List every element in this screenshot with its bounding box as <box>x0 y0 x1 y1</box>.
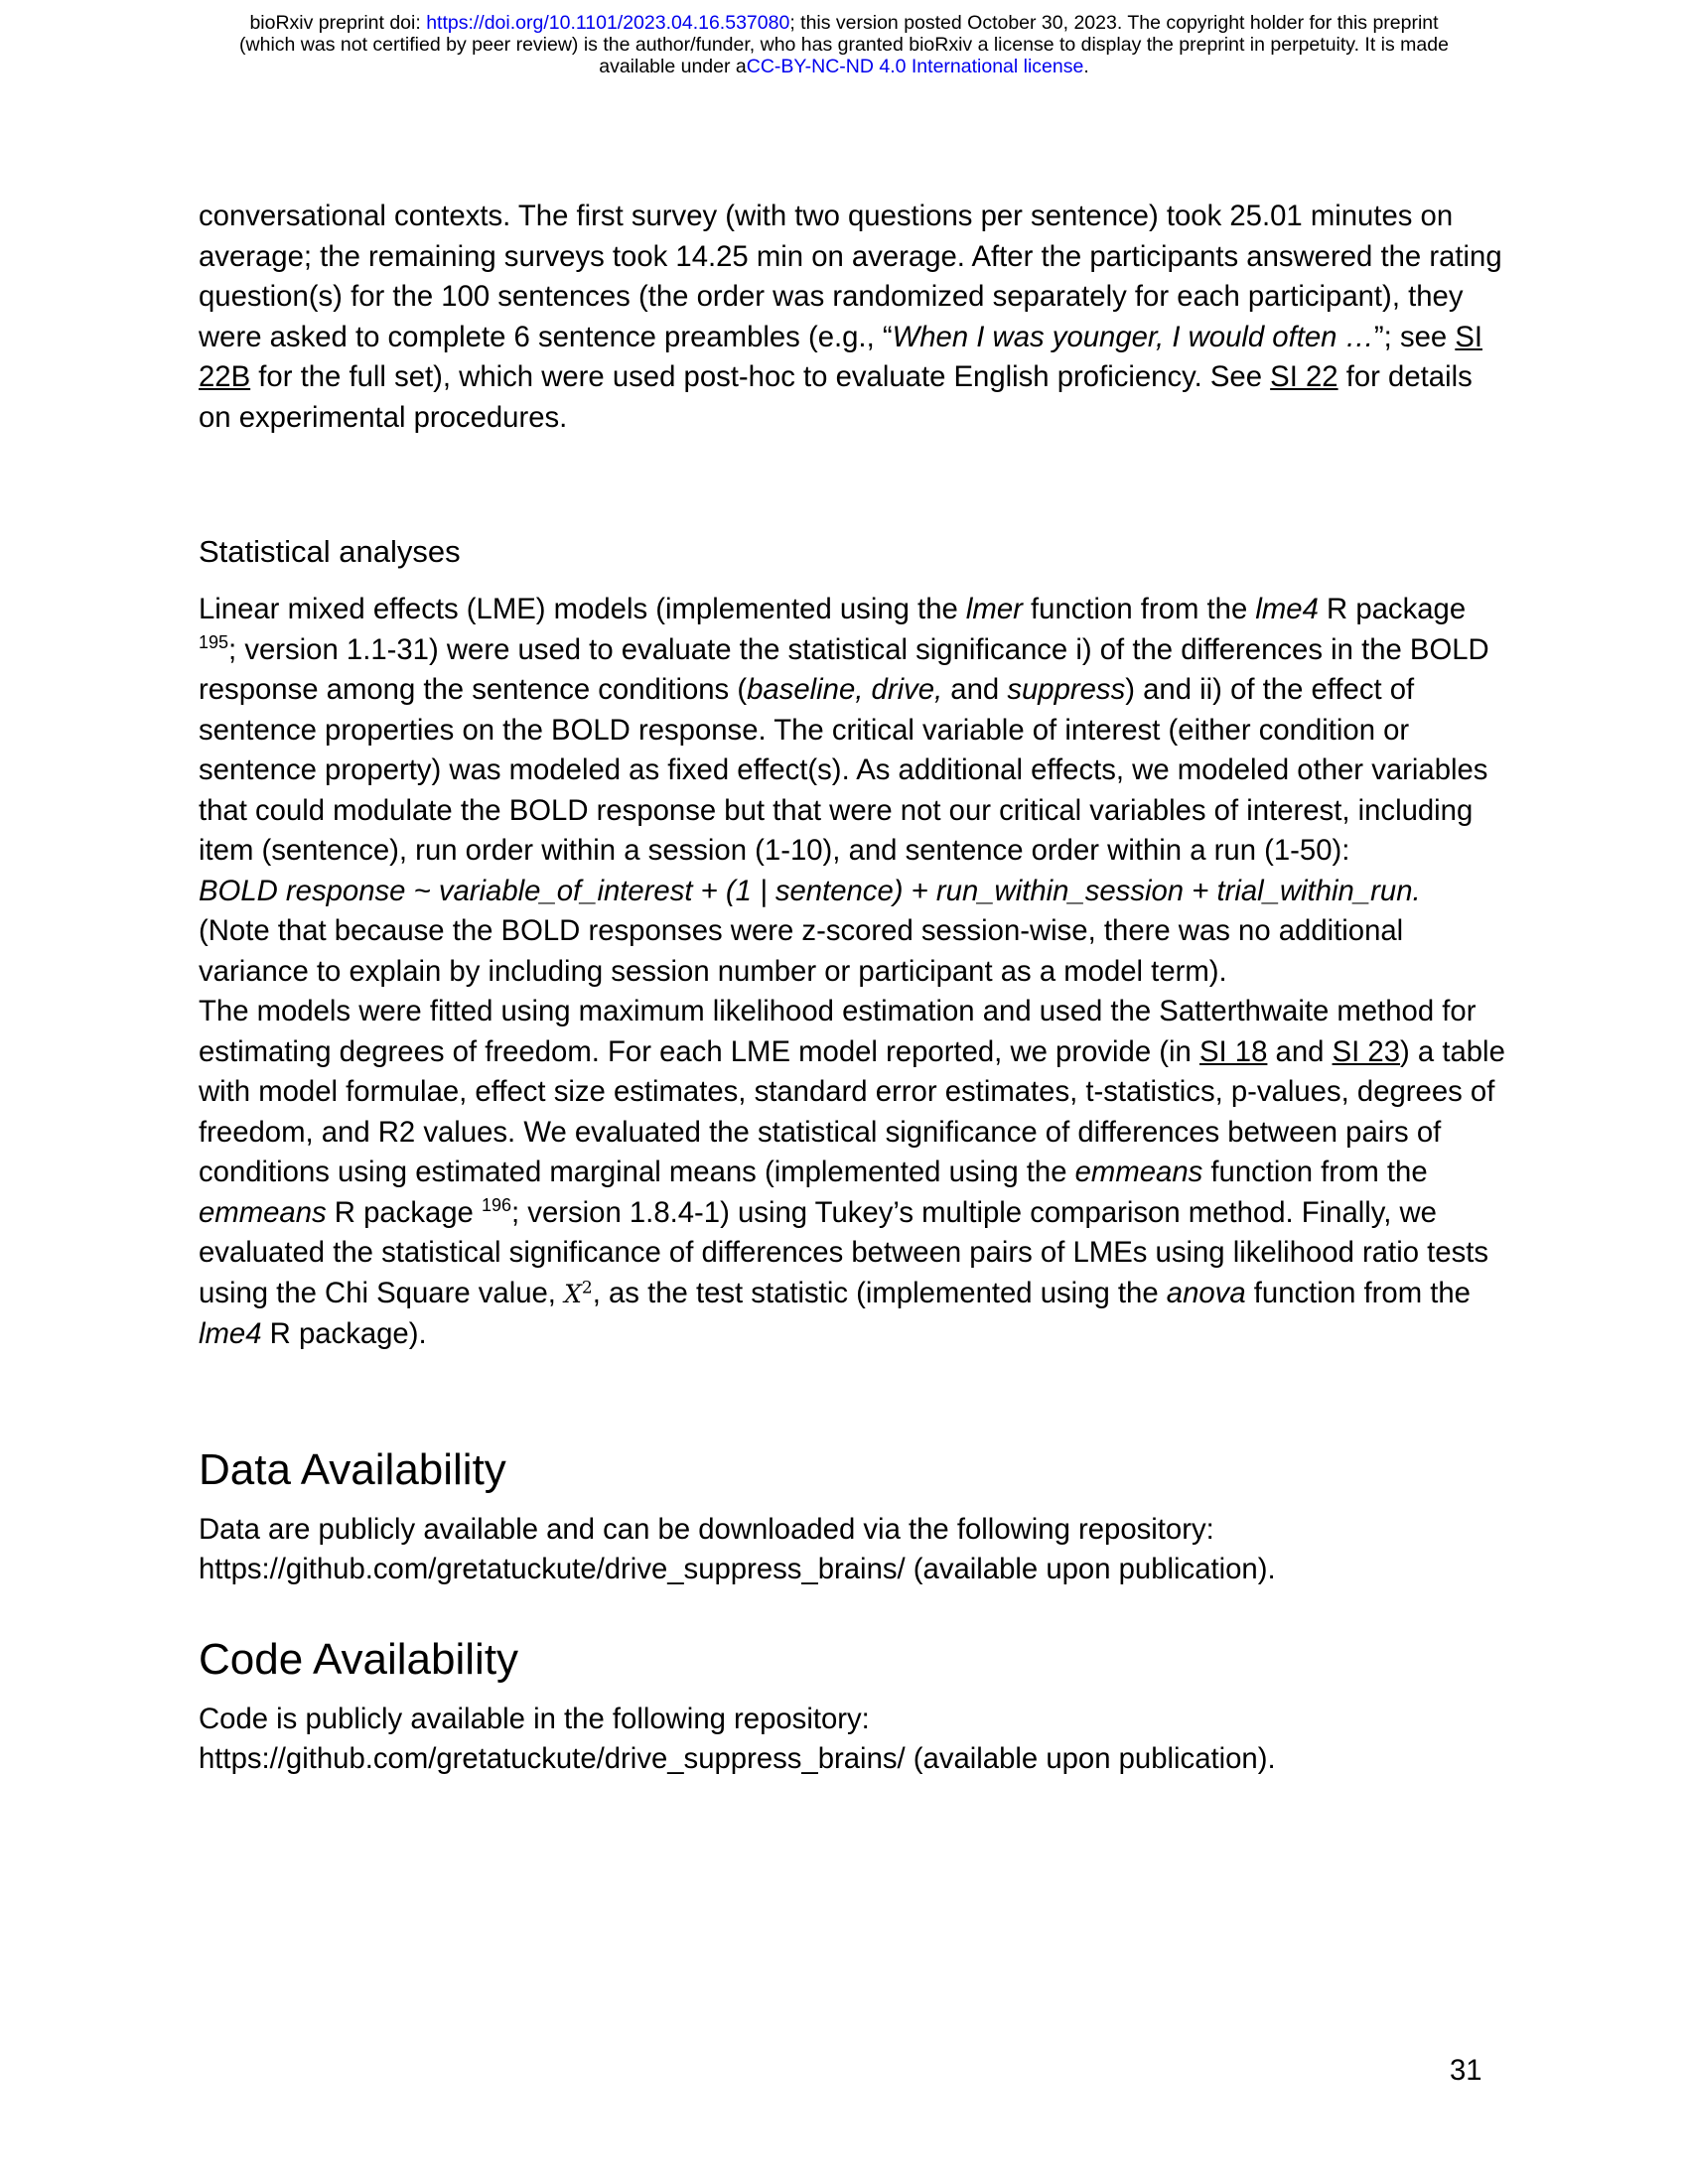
page-number: 31 <box>1450 2054 1482 2087</box>
text-run: function from the <box>1245 1276 1471 1309</box>
function-name: anova <box>1166 1276 1246 1309</box>
header-text-c: available under a <box>599 56 747 77</box>
code-availability-url: https://github.com/gretatuckute/drive_suppress_brains/ (available upon publication). <box>199 1742 1276 1775</box>
data-availability-heading: Data Availability <box>199 1444 506 1494</box>
header-text-b: ; this version posted October 30, 2023. The copyright holder for this preprint <box>789 12 1439 34</box>
function-name: emmeans <box>1074 1156 1203 1188</box>
text-run: , as the test statistic (implemented using the <box>592 1276 1167 1309</box>
text-run: ) a table with model formulae, effect size estimates, standard error estimates, t-statistics, p-values, degrees of freedom, and R2 values. We evaluated the statistical significance of differences between pairs of conditions using estimated marginal means (implemented using the <box>199 1034 1505 1188</box>
chi-letter: X <box>564 1279 582 1308</box>
text-run: ”; see <box>1373 320 1456 353</box>
intro-paragraph <box>199 197 1509 438</box>
header-line-1 <box>0 12 1688 34</box>
condition-name: suppress <box>1007 673 1126 706</box>
si-reference-link[interactable]: SI 22 <box>1270 360 1338 393</box>
stats-paragraph-3 <box>199 992 1509 1355</box>
code-availability-heading: Code Availability <box>199 1634 519 1684</box>
text-run: and <box>1267 1034 1333 1068</box>
si-reference-link[interactable]: SI 18 <box>1198 1034 1268 1068</box>
package-name: lme4 <box>1255 593 1319 625</box>
data-availability-line-1: Data are publicly available and can be downloaded via the following repository: <box>199 1512 1214 1546</box>
text-run: R package <box>326 1195 482 1229</box>
text-run: Linear mixed effects (LME) models (implemented using the <box>199 593 966 625</box>
text-run: R package). <box>261 1317 427 1350</box>
stats-paragraph-2: (Note that because the BOLD responses were z-scored session-wise, there was no additional variance to explain by including session number or participant as a model term). <box>199 914 1404 988</box>
data-availability-url: https://github.com/gretatuckute/drive_suppress_brains/ (available upon publication). <box>199 1553 1276 1585</box>
text-run: ) and ii) of the effect of sentence properties on the BOLD response. The critical variable of interest (either condition or sentence property) was modeled as fixed effect(s). As additional effects, we modeled other variables that could modulate the BOLD response but that were not our critical variables of interest, including item (sentence), run order within a session (1-10), and sentence order within a run (1-50): <box>199 673 1488 867</box>
text-run: The models were fitted using maximum likelihood estimation and used the Satterthwaite method for estimating degrees of freedom. For each LME model reported, we provide (in <box>199 995 1477 1068</box>
text-run: function from the <box>1202 1156 1428 1188</box>
si-reference-link[interactable]: SI 23 <box>1332 1034 1400 1068</box>
text-run: conversational contexts. The first survey (with two questions per sentence) took 25.01 minutes on average; the remaining surveys took 14.25 min on average. After the participants answered the rating question(s) for the 100 sentences (the order was randomized separately for each participant), they were asked to complete 6 sentence preambles (e.g., “ <box>199 200 1502 353</box>
text-run: function from the <box>1022 593 1256 625</box>
citation-superscript: 195 <box>199 631 229 652</box>
si-reference-link[interactable]: SI 22B <box>199 320 1483 393</box>
package-name: emmeans <box>199 1195 327 1229</box>
text-run: for the full set), which were used post-hoc to evaluate English proficiency. See <box>250 360 1271 393</box>
doi-link[interactable]: https://doi.org/10.1101/2023.04.16.537080 <box>426 12 790 34</box>
model-formula <box>199 872 1509 912</box>
chi-square-symbol <box>564 1280 593 1308</box>
example-preamble: When I was younger, I would often … <box>892 320 1374 353</box>
text-run: R package <box>1318 593 1467 625</box>
chi-exponent: 2 <box>581 1278 593 1298</box>
stats-paragraph-1 <box>199 590 1509 872</box>
text-run: and <box>942 673 1008 706</box>
function-name: lmer <box>965 593 1023 625</box>
code-availability-line-1: Code is publicly available in the following repository: <box>199 1702 870 1735</box>
package-name: lme4 <box>199 1317 262 1350</box>
text-run: ; version 1.1-31) were used to evaluate the statistical significance i) of the differences in the BOLD response among the sentence conditions ( <box>199 632 1489 706</box>
statistical-analyses-heading: Statistical analyses <box>199 534 461 569</box>
header-text-d: . <box>1083 56 1089 77</box>
header-line-2: (which was not certified by peer review) is the author/funder, who has granted bioRxiv a license to display the preprint in perpetuity. It is made <box>239 34 1449 56</box>
formula-text: BOLD response ~ variable_of_interest + (1 | sentence) + run_within_session + trial_within_run. <box>199 874 1421 907</box>
text-run: ; version 1.8.4-1) using Tukey’s multiple comparison method. Finally, we evaluated the statistical significance of differences between pairs of LMEs using likelihood ratio tests using the Chi Square value, <box>199 1195 1489 1309</box>
preprint-notice-header <box>0 12 1688 77</box>
citation-superscript: 196 <box>481 1194 512 1215</box>
text-run: for details on experimental procedures. <box>199 360 1473 434</box>
condition-names: baseline, drive, <box>747 673 943 706</box>
license-link[interactable]: CC-BY-NC-ND 4.0 International license <box>746 56 1084 77</box>
header-line-3 <box>0 56 1688 77</box>
header-text-a: bioRxiv preprint doi: <box>249 12 427 34</box>
page-body <box>199 197 1509 1780</box>
